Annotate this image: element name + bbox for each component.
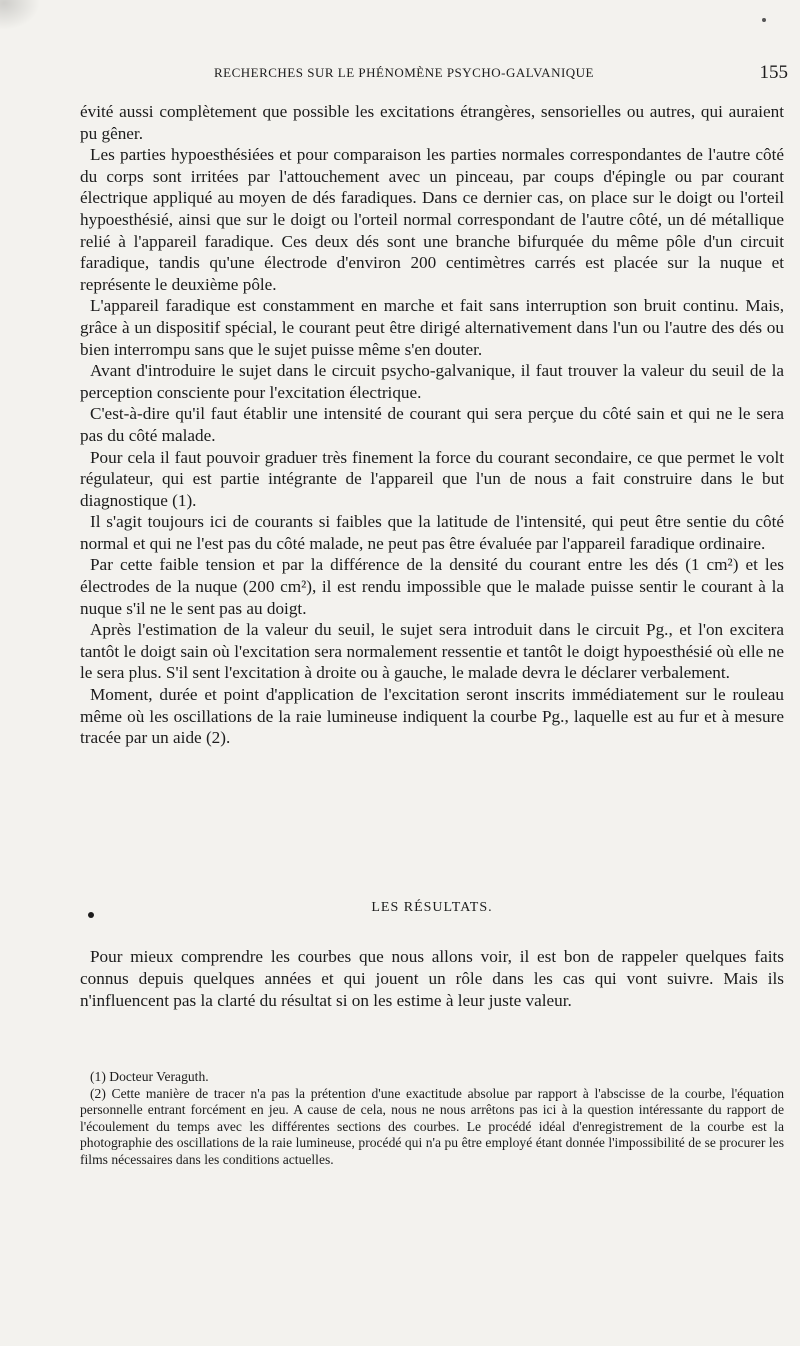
paragraph: Par cette faible tension et par la différence de la densité du courant entre les dés (1 cm²) et les électrodes de la nuque (200 cm²), il est rendu impossible que le malade puisse sentir le courant à la nuque s'il ne le sent pas au doigt. [80, 555, 784, 618]
bullet-mark [88, 912, 94, 918]
paragraph: Pour cela il faut pouvoir graduer très finement la force du courant secondaire, ce que permet le volt régulateur, qui est partie intégrante de l'appareil que l'un de nous a fait construire dans le but diagnostique (1). [80, 447, 784, 510]
page-number: 155 [759, 62, 788, 83]
running-title: RECHERCHES SUR LE PHÉNOMÈNE PSYCHO-GALVANIQUE [213, 65, 595, 80]
paragraph: C'est-à-dire qu'il faut établir une intensité de courant qui sera perçue du côté sain et qui ne le sera pas du côté malade. [80, 404, 784, 445]
footnote: (1) Docteur Veraguth. [90, 1069, 209, 1084]
page-smudge [0, 0, 40, 30]
footnote: (2) Cette manière de tracer n'a pas la prétention d'une exactitude absolue par rapport à l'abscisse de la courbe, l'équation personnelle entrant forcément en jeu. A cause de cela, nous ne nous arrêtons pas ici à la question intéressante du rapport de l'écoulement du temps avec les différentes sections des courbes. Le procédé idéal d'enregistrement de la courbe est la photographie des oscillations de la raie lumineuse, procédé qui n'a pu être employé étant donnée l'impossibilité de se procurer les films nécessaires dans les conditions actuelles. [80, 1085, 784, 1167]
paragraph: Moment, durée et point d'application de l'excitation seront inscrits immédiatement sur le rouleau même où les oscillations de la raie lumineuse indiquent la courbe Pg., laquelle est au fur et à mesure tracée par un aide (2). [80, 685, 784, 748]
results-text [80, 946, 784, 1012]
paragraph: Après l'estimation de la valeur du seuil, le sujet sera introduit dans le circuit Pg., et l'on excitera tantôt le doigt sain où l'excitation sera normalement ressentie et tantôt le doigt hypoesthésié où elle ne le sera plus. S'il sent l'excitation à droite ou à gauche, le malade devra le déclarer verbalement. [80, 620, 784, 683]
section-heading: LES RÉSULTATS. [371, 900, 493, 915]
paragraph: Il s'agit toujours ici de courants si faibles que la latitude de l'intensité, qui peut être sentie du côté normal et qui ne l'est pas du côté malade, ne peut pas être évaluée par l'appareil faradique ordinaire. [80, 512, 784, 553]
margin-mark [762, 18, 766, 22]
paragraph: évité aussi complètement que possible les excitations étrangères, sensorielles ou autres, qui auraient pu gêner. [80, 102, 784, 143]
body-text [80, 101, 784, 749]
paragraph: Avant d'introduire le sujet dans le circuit psycho-galvanique, il faut trouver la valeur du seuil de la perception consciente pour l'excitation électrique. [80, 361, 784, 402]
running-head [80, 62, 788, 84]
paragraph: L'appareil faradique est constamment en marche et fait sans interruption son bruit continu. Mais, grâce à un dispositif spécial, le courant peut être dirigé alternativement dans l'un ou l'autre des dés ou bien interrompu sans que le sujet puisse même s'en douter. [80, 296, 784, 359]
paragraph: Les parties hypoesthésiées et pour comparaison les parties normales correspondantes de l'autre côté du corps sont irritées par l'attouchement avec un pinceau, par coups d'épingle ou par courant électrique appliqué au moyen de dés faradiques. Dans ce dernier cas, on place sur le doigt ou l'orteil hypoesthésié, ainsi que sur le doigt ou l'orteil normal correspondant de l'autre côté, un dé métallique relié à l'appareil faradique. Ces deux dés sont une branche bifurquée du même pôle d'un circuit faradique, tandis qu'une électrode d'environ 200 centimètres carrés est placée sur la nuque et représente le deuxième pôle. [80, 145, 784, 294]
footnotes [80, 1069, 784, 1169]
paragraph: Pour mieux comprendre les courbes que nous allons voir, il est bon de rappeler quelques faits connus depuis quelques années et qui jouent un rôle dans les cas qui vont suivre. Mais ils n'influencent pas la clarté du résultat si on les estime à leur juste valeur. [80, 947, 784, 1010]
